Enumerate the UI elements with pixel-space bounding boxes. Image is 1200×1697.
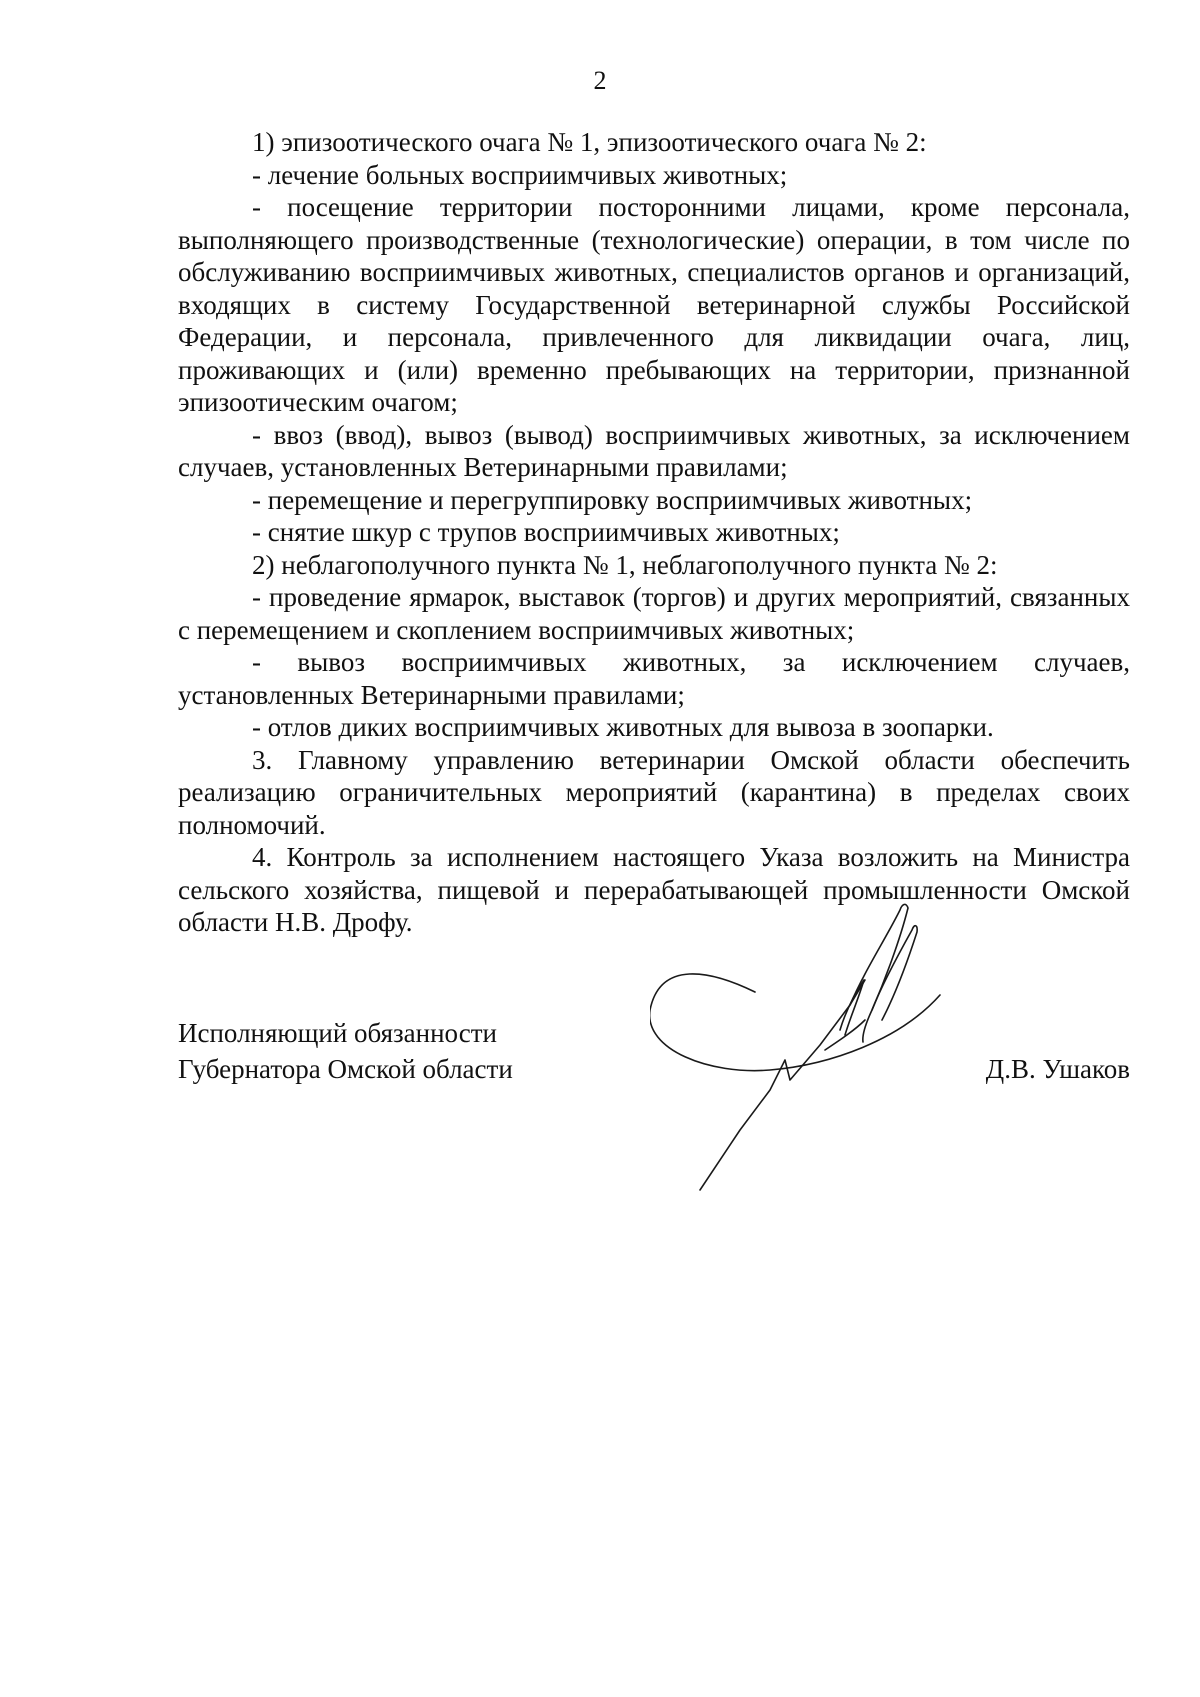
- handwritten-signature: [650, 900, 990, 1210]
- paragraph: 4. Контроль за исполнением настоящего Указа возложить на Министра сельского хозяйства, пищевой и перерабатывающей промышленности Омской области Н.В. Дрофу.: [178, 842, 1130, 937]
- signer-title: [178, 1015, 628, 1087]
- paragraph: 3. Главному управлению ветеринарии Омской области обеспечить реализацию ограничительных мероприятий (карантина) в пределах своих полномочий.: [178, 744, 1130, 840]
- signer-title-line: Губернатора Омской области: [178, 1054, 513, 1084]
- paragraph: - перемещение и перегруппировку восприимчивых животных;: [252, 484, 973, 515]
- paragraph: - снятие шкур с трупов восприимчивых животных;: [252, 517, 840, 547]
- paragraph: - ввоз (ввод), вывоз (вывод) восприимчивых животных, за исключением случаев, установленных Ветеринарными правилами;: [178, 419, 1130, 482]
- paragraph: - отлов диких восприимчивых животных для вывоза в зоопарки.: [252, 712, 994, 742]
- document-body: [178, 126, 1130, 939]
- paragraph: 2) неблагополучного пункта № 1, неблагополучного пункта № 2:: [252, 549, 998, 580]
- paragraph: - вывоз восприимчивых животных, за исключением случаев, установленных Ветеринарными правилами;: [178, 647, 1130, 710]
- paragraph: - проведение ярмарок, выставок (торгов) и других мероприятий, связанных с перемещением и скоплением восприимчивых животных;: [178, 582, 1130, 645]
- paragraph: - посещение территории посторонними лицами, кроме персонала, выполняющего производственные (технологические) операции, в том числе по обслуживанию восприимчивых животных, специалистов органов и организаций, входящих в систему Государственной ветеринарной службы Российской Федерации, и персонала, привлеченного для ликвидации очага, лиц, проживающих и (или) временно пребывающих на территории, признанной эпизоотическим очагом;: [178, 192, 1130, 417]
- signer-title-line: Исполняющий обязанности: [178, 1018, 497, 1048]
- signature-stroke: [700, 980, 865, 1190]
- page-number: 2: [593, 66, 607, 95]
- signature-stroke: [872, 926, 917, 1020]
- paragraph: 1) эпизоотического очага № 1, эпизоотического очага № 2:: [252, 127, 927, 157]
- paragraph: - лечение больных восприимчивых животных;: [252, 159, 788, 190]
- signer-name: Д.В. Ушаков: [985, 1054, 1130, 1084]
- signature-stroke: [850, 904, 908, 1042]
